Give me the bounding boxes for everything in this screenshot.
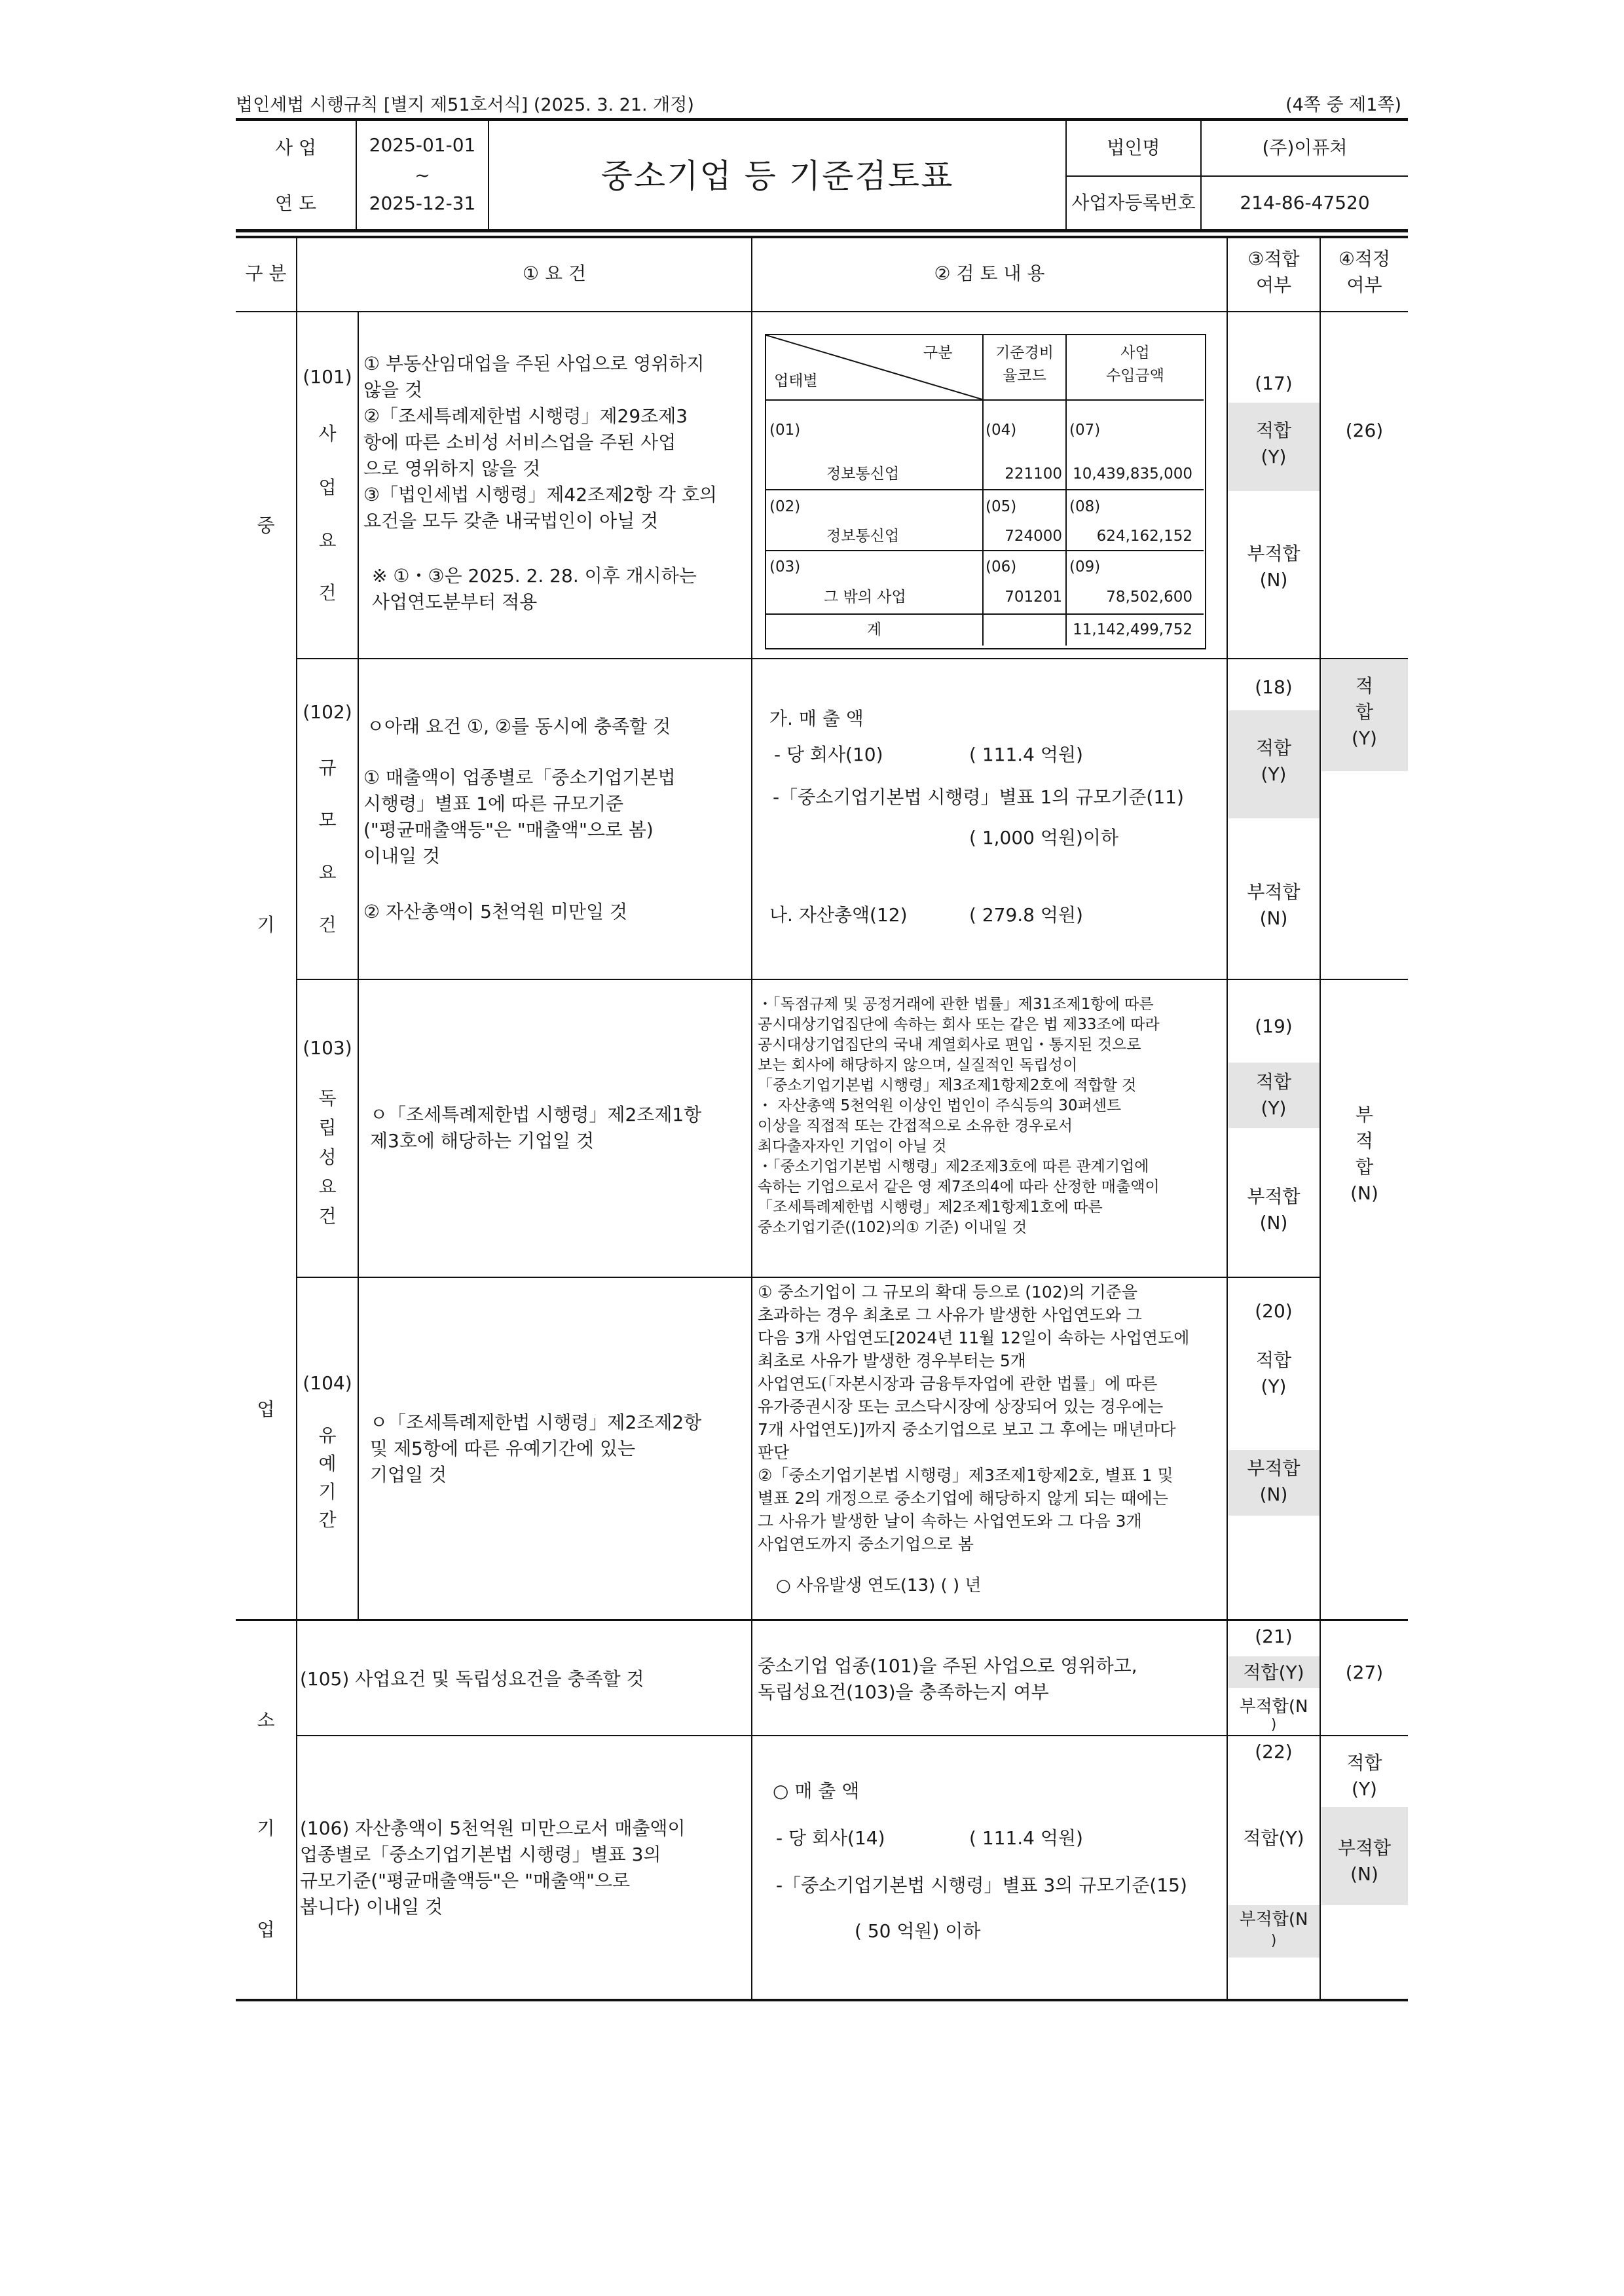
row-103-fit-no-option[interactable]: 부적합 [1247,1186,1301,1207]
row-102-adequacy: 적 [1355,675,1374,697]
reg-no-label: 사업자등록번호 [1071,192,1196,213]
row-103-fit-yes-code: (Y) [1261,1097,1287,1119]
row-103-rev: ・「독점규제 및 공정거래에 관한 법률」제31조제1항에 따른 [758,996,1154,1013]
row-103-label: 건 [318,1205,337,1227]
row-106-req: (106) 자산총액이 5천억원 미만으로서 매출액이 [300,1817,686,1839]
row-106-rev-a: ○ 매 출 액 [773,1780,860,1802]
income-table-h-income: 사업 [1120,344,1150,361]
row-102-fit-yes-code: (Y) [1261,763,1287,785]
row-105-fit-no-option[interactable]: 부적합(N [1239,1697,1308,1717]
section-label-small: 기 [257,1817,275,1839]
row-104-label: 예 [318,1453,337,1474]
row-102-label: 규 [318,757,337,778]
row-102-req: ① 매출액이 업종별로「중소기업기본법 [363,767,676,788]
row-103-req: ㅇ「조세특례제한법 시행령」제2조제1항 [370,1104,702,1125]
row-rule [297,979,1408,980]
row-102-rev-assets-value: ( 279.8 억원) [969,904,1083,926]
row-104-rev: 유가증권시장 또는 코스닥시장에 상장되어 있는 경우에는 [758,1397,1164,1416]
biz-year-label-2: 연 도 [275,192,316,214]
row-104-rev: 그 사유가 발생한 날이 속하는 사업연도와 그 다음 3개 [758,1512,1142,1531]
page-indicator: (4쪽 중 제1쪽) [1285,95,1401,115]
income-table-rule [766,489,1204,490]
section-rule [236,1619,1408,1621]
row-103-rev: 최다출자자인 기업이 아닐 것 [758,1138,947,1155]
small-adequacy-no-code: (N) [1350,1863,1378,1885]
col-header-adequacy: ④적정 [1338,248,1391,270]
income-total-label: 계 [866,621,882,638]
small-adequacy-no[interactable]: 부적합 [1337,1837,1392,1859]
row-104-rev: 최초로 사유가 발생한 경우부터는 5개 [758,1351,1026,1370]
row-102-label: 모 [318,809,337,831]
row-102-fit-yes[interactable]: 적합 [1255,737,1292,759]
income-total-amount: 11,142,499,752 [1073,621,1192,638]
income-row-amount: 10,439,835,000 [1073,465,1192,483]
row-102-req: ("평균매출액등"은 "매출액"으로 봄) [363,819,654,841]
row-102-rev-assets: 나. 자산총액(12) [769,904,908,926]
row-104-rev-year[interactable]: ○ 사유발생 연도(13) ( ) 년 [776,1576,982,1595]
corp-name-value: (주)이퓨쳐 [1262,137,1348,158]
section-label-small: 업 [257,1919,275,1941]
row-104-label: 유 [318,1425,337,1446]
row-102-adequacy: 합 [1355,701,1374,723]
row-101-code: (101) [303,366,352,388]
row-101-req: 으로 영위하지 않을 것 [363,458,541,479]
row-101-note: ※ ①・③은 2025. 2. 28. 이후 개시하는 [372,565,697,587]
row-102-rev-company-value: ( 111.4 억원) [969,744,1083,765]
row-103-rev: 보는 회사에 해당하지 않으며, 실질적인 독립성이 [758,1057,1078,1074]
row-103-rev: 공시대상기업집단에 속하는 회사 또는 같은 법 제33조에 따라 [758,1016,1160,1033]
row-101-req: 않을 것 [363,379,423,401]
income-row-amount: 624,162,152 [1096,528,1192,545]
income-row-amount: 78,502,600 [1106,589,1192,606]
row-102-req-lead: ㅇ아래 요건 ①, ②를 동시에 충족할 것 [367,716,671,737]
row-104-rev: 7개 사업연도)]까지 중소기업으로 보고 그 후에는 매년마다 [758,1420,1176,1439]
row-103-label: 립 [318,1117,337,1139]
income-row-code: 724000 [1005,528,1062,545]
row-101-adequacy-no: (26) [1345,420,1384,441]
row-104-label: 기 [318,1481,337,1503]
row-104-fit-no-option[interactable]: 부적합 [1247,1457,1301,1479]
section-label-sme: 기 [257,914,275,936]
income-row-no: (01) [769,422,801,439]
row-102-fit-no: (18) [1255,676,1293,698]
income-table-rule [766,399,1204,401]
income-row-amt-no: (07) [1069,422,1101,439]
row-102-fit-no-code: (N) [1259,907,1288,929]
row-104-fit-yes-code: (Y) [1261,1376,1287,1397]
title-bottom-rule [236,229,1408,232]
income-row-amt-no: (08) [1069,498,1101,515]
row-103-rev: 공시대상기업집단의 국내 계열회사로 편입・통지된 것으로 [758,1036,1141,1053]
row-103-rev: 「조세특례제한법 시행령」제2조제1항제1호에 따른 [758,1199,1103,1216]
row-101-req: 항에 따른 소비성 서비스업을 주된 사업 [363,431,676,453]
row-105-adequacy-no: (27) [1345,1662,1384,1683]
row-101-label: 건 [318,582,337,604]
row-103-adequacy: (N) [1350,1182,1378,1204]
row-104-req: 기업일 것 [370,1464,447,1485]
row-106-req: 봅니다) 이내일 것 [300,1896,443,1918]
income-table-rule [766,550,1204,551]
row-102-rev-std-value: ( 1,000 억원)이하 [969,827,1118,848]
row-103-adequacy: 적 [1355,1130,1374,1152]
row-106-fit-no: (22) [1255,1741,1293,1762]
row-101-label: 사 [318,423,337,445]
row-102-adequacy: (Y) [1352,727,1377,749]
row-103-code: (103) [303,1037,352,1059]
col-header-category: 구 분 [245,263,287,284]
period-tilde: ~ [415,164,430,186]
small-adequacy-yes-code: (Y) [1352,1778,1377,1800]
row-106-fit-no-option-end: ) [1270,1933,1277,1949]
row-104-fit-yes[interactable]: 적합 [1255,1349,1292,1371]
row-106-req: 규모기준("평균매출액등"은 "매출액"으로 [300,1870,631,1891]
col-header-review: ② 검 토 내 용 [934,263,1045,284]
row-104-rev: 사업연도까지 중소기업으로 봄 [758,1535,974,1554]
row-104-rev: 사업연도(「자본시장과 금융투자업에 관한 법률」에 따른 [758,1374,1158,1393]
row-103-adequacy: 합 [1355,1156,1374,1178]
row-104-rev: ① 중소기업이 그 규모의 확대 등으로 (102)의 기준을 [758,1283,1137,1302]
table-top-rule [236,236,1408,238]
row-101-req: ① 부동산임대업을 주된 사업으로 영위하지 [363,353,705,374]
income-table-h-code: 기준경비 [995,344,1054,361]
section-label-sme: 중 [257,515,275,536]
col-header-fit: ③적합 [1247,248,1300,270]
col-rule [358,312,359,1619]
period-end: 2025-12-31 [369,192,476,214]
row-104-rev: ②「중소기업기본법 시행령」제3조제1항제2호, 별표 1 및 [758,1466,1173,1485]
row-101-req: 요건을 모두 갖춘 내국법인이 아닐 것 [363,510,659,532]
row-106-rev-company: - 당 회사(14) [776,1827,885,1849]
row-103-rev: ・「중소기업기본법 시행령」제2조제3호에 따른 관계기업에 [758,1158,1149,1175]
row-106-rev-std: -「중소기업기본법 시행령」별표 3의 규모기준(15) [776,1874,1187,1896]
col-rule [751,237,752,1999]
header-rule [236,311,1408,312]
biz-year-label: 사 업 [275,137,316,158]
row-rule [297,658,1408,659]
row-102-req: 시행령」별표 1에 따른 규모기준 [363,793,624,814]
income-table-rule [766,613,1204,615]
row-106-fit-yes[interactable]: 적합(Y) [1243,1827,1304,1849]
row-106-rev-company-value: ( 111.4 억원) [969,1827,1083,1849]
row-102-fit-no-option[interactable]: 부적합 [1247,881,1301,903]
row-103-rev: ・ 자산총액 5천억원 이상인 법인이 주식등의 30퍼센트 [758,1097,1122,1114]
page-title: 중소기업 등 기준검토표 [600,157,954,195]
row-103-rev: 중소기업기준((102)의① 기준) 이내일 것 [758,1219,1027,1236]
row-105-fit-no: (21) [1255,1626,1293,1647]
row-104-req: 및 제5항에 따른 유예기간에 있는 [370,1438,636,1459]
row-104-req: ㅇ「조세특례제한법 시행령」제2조제2항 [370,1412,702,1433]
row-103-rev: 속하는 기업으로서 같은 영 제7조의4에 따라 산정한 매출액이 [758,1178,1160,1195]
row-101-note: 사업연도분부터 적용 [372,591,538,613]
row-103-rev: 「중소기업기본법 시행령」제3조제1항제2호에 적합할 것 [758,1077,1137,1094]
row-102-req: 이내일 것 [363,845,441,867]
section-label-small: 소 [257,1709,275,1731]
corp-name-label: 법인명 [1107,137,1160,158]
row-103-fit-yes[interactable]: 적합 [1255,1071,1292,1093]
row-104-rev: 초과하는 경우 최초로 그 사유가 발생한 사업연도와 그 [758,1305,1142,1324]
title-top-rule [236,118,1408,121]
income-table-h-code-2: 율코드 [1003,367,1046,384]
row-102-rev-std: -「중소기업기본법 시행령」별표 1의 규모기준(11) [773,786,1184,808]
col-header-requirement: ① 요 건 [523,263,586,284]
income-row-code: 221100 [1005,465,1062,483]
row-101-fit-no-option[interactable]: 부적합 [1247,543,1301,564]
row-106-rev-std-value: ( 50 억원) 이하 [855,1920,981,1942]
row-103-label: 요 [318,1176,337,1197]
row-105-fit-yes[interactable]: 적합(Y) [1243,1662,1304,1683]
row-103-rev: 이상을 직접적 또는 간접적으로 소유한 경우로서 [758,1118,1073,1135]
row-101-fit-yes[interactable]: 적합 [1255,420,1292,441]
row-rule [297,1277,1321,1278]
row-103-fit-no: (19) [1255,1015,1293,1037]
period-start: 2025-01-01 [369,134,476,156]
reg-no-value: 214-86-47520 [1240,192,1370,213]
row-102-rev-company: - 당 회사(10) [774,744,883,765]
title-divider [1065,175,1408,177]
income-row-code-no: (06) [986,558,1017,575]
row-102-rev-a: 가. 매 출 액 [769,708,864,729]
row-rule [297,1735,1408,1736]
income-row-no: (03) [769,558,801,575]
row-104-rev: 다음 3개 사업연도[2024년 11월 12일이 속하는 사업연도에 [758,1328,1190,1347]
row-104-rev: 별표 2의 개정으로 중소기업에 해당하지 않게 되는 때에는 [758,1489,1168,1508]
income-row-name: 정보통신업 [826,528,900,545]
row-103-req: 제3호에 해당하는 기업일 것 [370,1130,595,1152]
small-adequacy-yes[interactable]: 적합 [1346,1752,1382,1774]
row-102-label: 요 [318,862,337,883]
row-105-req: (105) 사업요건 및 독립성요건을 충족할 것 [300,1668,644,1690]
section-label-sme: 업 [257,1398,275,1420]
row-104-label: 간 [318,1509,337,1531]
row-103-label: 독 [318,1087,337,1109]
income-row-amt-no: (09) [1069,558,1101,575]
row-101-req: ③「법인세법 시행령」제42조제2항 각 호의 [363,484,717,505]
row-101-label: 요 [318,530,337,551]
row-102-label: 건 [318,914,337,936]
income-row-name: 정보통신업 [826,465,900,483]
row-104-code: (104) [303,1372,352,1394]
row-103-adequacy: 부 [1355,1104,1374,1125]
form-reference: 법인세법 시행규칙 [별지 제51호서식] (2025. 3. 21. 개정) [236,95,694,115]
row-105-rev: 독립성요건(103)을 충족하는지 여부 [758,1681,1049,1703]
row-105-fit-no-option-end: ) [1270,1717,1277,1733]
income-row-code-no: (05) [986,498,1017,515]
row-103-fit-no-code: (N) [1259,1212,1288,1233]
income-row-name: 그 밖의 사업 [824,589,906,606]
row-102-req-2: ② 자산총액이 5천억원 미만일 것 [363,901,628,922]
row-101-req: ②「조세특례제한법 시행령」제29조제3 [363,405,688,427]
row-101-fit-yes-code: (Y) [1261,446,1287,467]
row-101-fit-no-code: (N) [1259,569,1288,591]
income-table-h-income-2: 수입금액 [1106,367,1164,384]
row-106-req: 업종별로「중소기업기본법 시행령」별표 3의 [300,1844,661,1865]
col-header-fit-2: 여부 [1255,274,1292,296]
row-104-fit-no: (20) [1255,1300,1293,1322]
row-104-rev: 판단 [758,1443,790,1462]
row-102-code: (102) [303,701,352,723]
income-table-h-gubun: 구분 [923,344,953,361]
row-101-label: 업 [318,477,337,498]
income-table-h-industry: 업태별 [774,373,818,390]
row-105-rev: 중소기업 업종(101)을 주된 사업으로 영위하고, [758,1655,1137,1677]
row-104-fit-no-code: (N) [1259,1484,1288,1505]
income-row-code-no: (04) [986,422,1017,439]
col-header-adequacy-2: 여부 [1346,274,1382,296]
row-106-fit-no-option[interactable]: 부적합(N [1239,1910,1308,1929]
row-103-label: 성 [318,1146,337,1168]
income-row-no: (02) [769,498,801,515]
table-bottom-rule [236,1999,1408,2001]
row-101-fit-no: (17) [1255,373,1293,394]
income-row-code: 701201 [1005,589,1062,606]
